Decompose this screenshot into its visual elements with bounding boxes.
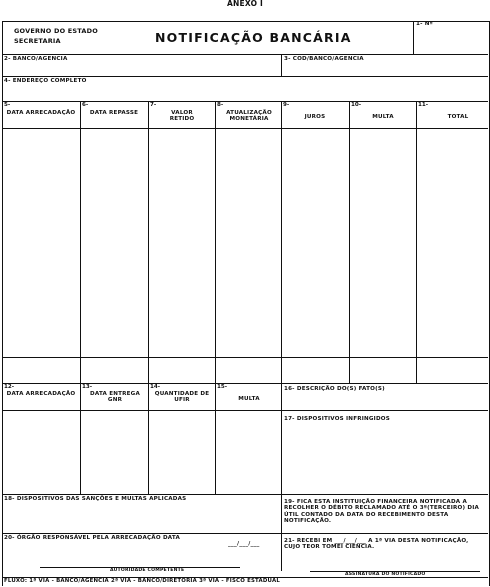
divider: [80, 383, 81, 494]
line: [2, 383, 488, 384]
col-num: 7-: [150, 102, 157, 108]
col-num: 15-: [217, 384, 228, 390]
divider: [281, 101, 282, 383]
infringed-label: 17- DISPOSITIVOS INFRINGIDOS: [284, 416, 390, 422]
form-title: NOTIFICAÇÃO BANCÁRIA: [155, 30, 352, 45]
col-num: 14-: [150, 384, 161, 390]
line: [2, 76, 488, 77]
col2-multa: MULTA: [238, 396, 260, 402]
col-total: TOTAL: [447, 114, 469, 120]
divider: [215, 101, 216, 383]
divider: [349, 101, 350, 383]
col2-data-arrecadacao: DATA ARRECADAÇÃO: [6, 391, 76, 397]
bank-agency-label: 2- BANCO/AGENCIA: [4, 56, 68, 62]
government-line1: GOVERNO DO ESTADO: [14, 27, 98, 35]
footer-flow: FLUXO: 1ª VIA - BANCO/AGÊNCIA 2ª VIA - BANCO/DIRETORIA 3ª VIA - FISCO ESTADUAL: [4, 578, 280, 584]
col-num: 5-: [4, 102, 11, 108]
divider: [148, 383, 149, 494]
line: [2, 533, 488, 534]
col2-quantidade-ufir: QUANTIDADE DE UFIR: [154, 391, 210, 404]
col-num: 11-: [418, 102, 429, 108]
field1-label: 1- Nº: [416, 21, 433, 27]
col-num: 8-: [217, 102, 224, 108]
col-num: 12-: [4, 384, 15, 390]
notice-text: 19- FICA ESTA INSTITUIÇÃO FINANCEIRA NOTIFICADA A RECOLHER O DÉBITO RECLAMADO ATÉ O 3º(TERCEIRO) DIA ÚTIL CONTADO DA DATA DO RECEBIMENTO DESTA NOTIFICAÇÃO.: [284, 499, 480, 525]
line: [2, 410, 281, 411]
col-data-repasse: DATA REPASSE: [89, 110, 139, 116]
line: [281, 410, 488, 411]
col-num: 13-: [82, 384, 93, 390]
signature-label: ASSINATURA DO NOTIFICADO: [345, 572, 426, 577]
sanctions-label: 18- DISPOSITIVOS DAS SANÇÕES E MULTAS APLICADAS: [4, 496, 187, 502]
received-text: 21- RECEBI EM ___/___/___ A 1ª VIA DESTA NOTIFICAÇÃO, CUJO TEOR TOMEI CIÊNCIA.: [284, 538, 469, 551]
responsible-label: 20- ÓRGÃO RESPONSÁVEL PELA ARRECADAÇÃO DATA: [4, 535, 180, 541]
government-line2: SECRETARIA: [14, 37, 61, 45]
divider: [80, 101, 81, 383]
col-valor-retido: VALOR RETIDO: [169, 110, 195, 123]
bank-code-label: 3- COD/BANCO/AGENCIA: [284, 56, 364, 62]
col-multa: MULTA: [372, 114, 394, 120]
authority-label: AUTORIDADE COMPETENTE: [110, 568, 185, 573]
col-atualizacao-monetaria: ATUALIZAÇÃO MONETÁRIA: [226, 110, 272, 123]
description-label: 16- DESCRIÇÃO DO(S) FATO(S): [284, 386, 385, 392]
line: [2, 494, 488, 495]
field1-divider: [413, 21, 414, 54]
divider: [148, 101, 149, 383]
line: [2, 54, 488, 55]
col-data-arrecadacao: DATA ARRECADAÇÃO: [6, 110, 76, 116]
address-label: 4- ENDEREÇO COMPLETO: [4, 78, 87, 84]
date-blank: ___/___/___: [228, 541, 260, 547]
divider: [281, 383, 282, 494]
divider: [281, 54, 282, 76]
col2-data-entrega-gnr: DATA ENTREGA GNR: [90, 391, 140, 404]
divider: [416, 101, 417, 383]
divider: [215, 383, 216, 494]
col-num: 9-: [283, 102, 290, 108]
annex-title: ANEXO I: [227, 0, 263, 8]
col-num: 10-: [351, 102, 362, 108]
col-num: 6-: [82, 102, 89, 108]
col-juros: JUROS: [304, 114, 326, 120]
